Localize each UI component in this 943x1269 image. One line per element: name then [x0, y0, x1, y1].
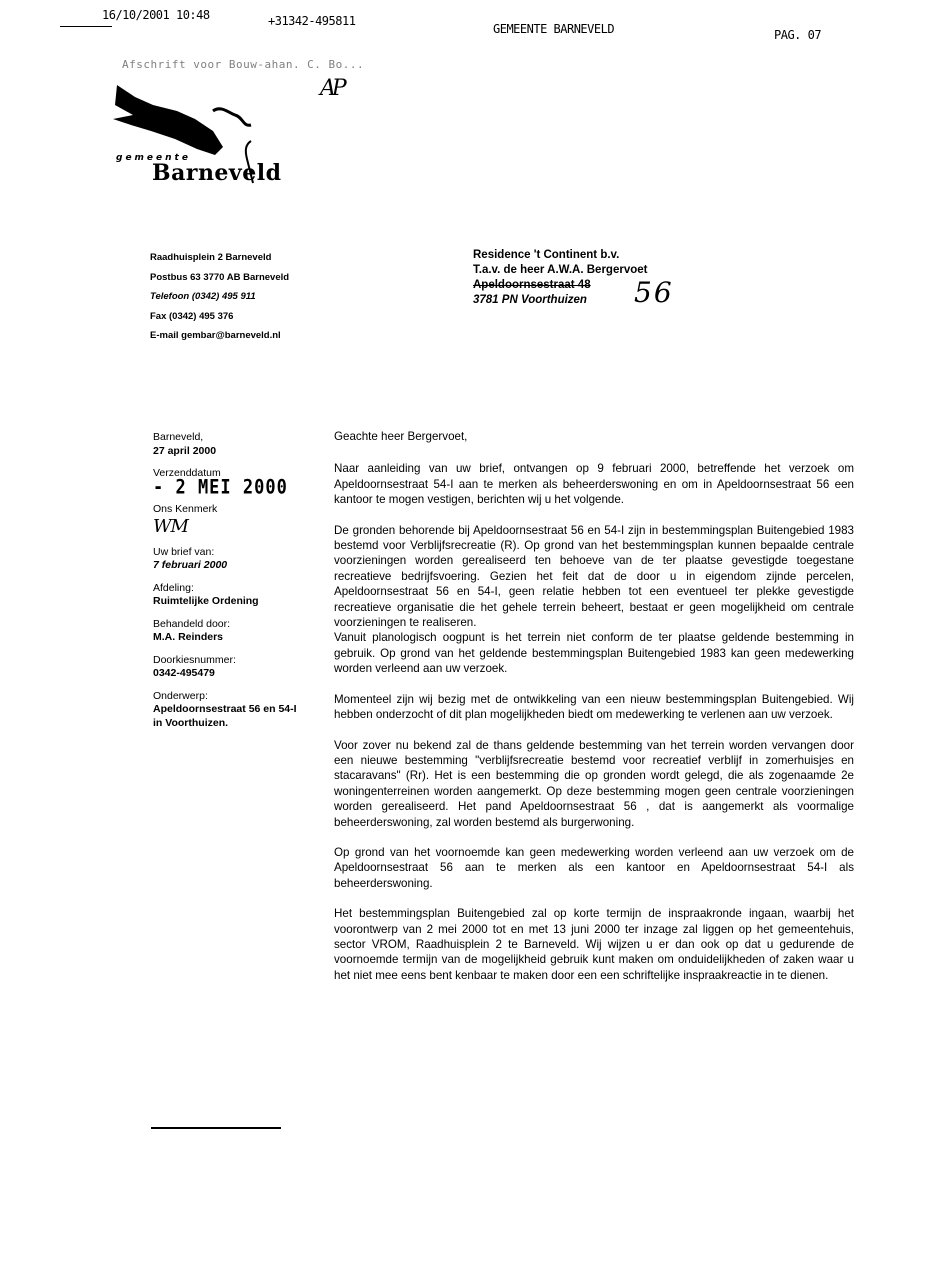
letter-paragraph: Momenteel zijn wij bezig met de ontwikkeling van een nieuw bestemmingsplan Buitengebied. Wij hebben onderzocht of dit plan mogelijkheden biedt om medewerking te verlenen aan uw verzoek. — [334, 692, 854, 722]
fax-phone: +31342-495811 — [268, 14, 356, 28]
your-letter-label: Uw brief van: — [153, 545, 215, 558]
handled-by-value: M.A. Reinders — [153, 631, 224, 643]
our-reference-signature: WM — [153, 515, 188, 537]
fax-underline — [60, 26, 112, 27]
fax-page-number: PAG. 07 — [774, 28, 822, 42]
department-value: Ruimtelijke Ordening — [153, 595, 259, 607]
our-reference-label: Ons Kenmerk — [153, 503, 218, 515]
recipient-postal-city: 3781 PN Voorthuizen — [473, 294, 587, 306]
logo-word-barneveld: Barneveld — [152, 160, 282, 186]
signature-rule — [151, 1127, 281, 1129]
direct-number-value: 0342-495479 — [153, 667, 215, 679]
subject-value-line-2: in Voorthuizen. — [153, 716, 229, 729]
letter-date: 27 april 2000 — [153, 444, 217, 457]
sender-address-line: Postbus 63 3770 AB Barneveld — [150, 271, 290, 283]
recipient-street — [473, 278, 647, 293]
letter-paragraph: Het bestemmingsplan Buitengebied zal op korte termijn de inspraakronde ingaan, waarbij het voorontwerp van 2 mei 2000 tot en met 13 juni 2000 ter inzage zal liggen op het gemeentehuis, sector VROM, Raadhuisplein 2 te Barneveld. Wij wijzen u er dan ook op dat u gedurende de voornoemde termijn van de mogelijkheid gebruik kunt maken om onduidelijkheden of zaken waar u het niet mee eens bent kenbaar te maken door een een schriftelijke inspraakreactie in te dienen. — [334, 907, 854, 982]
sender-address-line: Fax (0342) 495 376 — [150, 310, 234, 322]
sender-address — [150, 248, 289, 346]
logo-word-gemeente: gemeente — [116, 153, 191, 163]
fax-datetime: 16/10/2001 10:48 — [102, 8, 210, 22]
letter-paragraph: Op grond van het voornoemde kan geen medewerking worden verleend aan uw verzoek om de Apeldoornsestraat 56 aan te merken als een kantoor en Apeldoornsestraat 54-I als beheerderswoning. — [334, 845, 854, 890]
send-date-label: Verzenddatum — [153, 467, 221, 479]
sender-address-line: E-mail gembar@barneveld.nl — [150, 330, 281, 341]
letter-paragraph: Naar aanleiding van uw brief, ontvangen op 9 februari 2000, betreffende het verzoek om Apeldoornsestraat 54-I aan te merken als beheerderswoning en om in Apeldoornsestraat 56 een kantoor te mogen vestigen, berichten wij u het volgende. — [334, 462, 854, 507]
letter-paragraph: De gronden behorende bij Apeldoornsestraat 56 en 54-I zijn in bestemmingsplan Buitengebied 1983 bestemd voor Verblijfsrecreatie (R). Op grond van het bestemmingsplan kunnen bepaalde centrale voorzieningen worden gerealiseerd ten behoeve van de ter plaatse gevestigde toegestane recreatieve bedrijfsvoering. Gezien het feit dat de door u in eigendom zijnde percelen, Apeldoornsestraat 56 en 54-I, geen relatie hebben tot een eventueel ter plekke gevestigde recreatieve organisatie die het gehele terrein beheert, bestaat er geen mogelijkheid om centrale voorzieningen te realiseren. — [334, 523, 854, 630]
subject-label: Onderwerp: — [153, 689, 208, 702]
your-letter-date: 7 februari 2000 — [153, 559, 228, 571]
sender-address-line: Telefoon (0342) 495 911 — [150, 291, 256, 302]
recipient-address — [473, 248, 647, 308]
letter-paragraph: Voor zover nu bekend zal de thans geldende bestemming van het terrein worden vervangen door een nieuwe bestemming "verblijfsrecreatie bestemd voor recreatief verblijf in zomerhuisjes en stacaravans" (Rr). Het is een bestemming die op gronden wordt gelegd, die als zogenaamde 2e woningenterreinen worden aangemerkt. Op deze bestemming mogen geen centrale voorzieningen worden gerealiseerd. Het pand Apeldoornsestraat 56 , dat is aangemerkt als voormalige beheerderswoning, zal worden bestemd als burgerwoning. — [334, 738, 854, 829]
letter-paragraph: Vanuit planologisch oogpunt is het terrein niet conform de ter plaatse geldende bestemming in gebruik. Op grond van het geldende bestemmingsplan Buitengebied 1983 kan geen medewerking worden verleend aan uw verzoek. — [334, 631, 854, 676]
subject-value-line-1: Apeldoornsestraat 56 en 54-I — [153, 703, 297, 715]
handwritten-street-correction: 56 — [634, 276, 674, 309]
salutation: Geachte heer Bergervoet, — [334, 430, 468, 443]
direct-number-label: Doorkiesnummer: — [153, 653, 236, 666]
place-label: Barneveld, — [153, 431, 204, 443]
send-date-stamp: - 2 MEI 2000 — [153, 475, 288, 499]
recipient-company: Residence 't Continent b.v. — [473, 249, 620, 261]
letter-body — [334, 429, 854, 998]
reference-sidebar — [153, 431, 323, 739]
recipient-street-text: Apeldoornsestraat 48 — [473, 279, 591, 291]
faded-routing-note: Afschrift voor Bouw-ahan. C. Bo... — [122, 58, 365, 71]
handled-by-label: Behandeld door: — [153, 617, 231, 630]
sender-address-line: Raadhuisplein 2 Barneveld — [150, 252, 272, 263]
handwritten-initials: AP — [320, 76, 343, 101]
department-label: Afdeling: — [153, 581, 194, 594]
fax-sender: GEMEENTE BARNEVELD — [493, 22, 615, 36]
recipient-attention: T.a.v. de heer A.W.A. Bergervoet — [473, 264, 648, 276]
